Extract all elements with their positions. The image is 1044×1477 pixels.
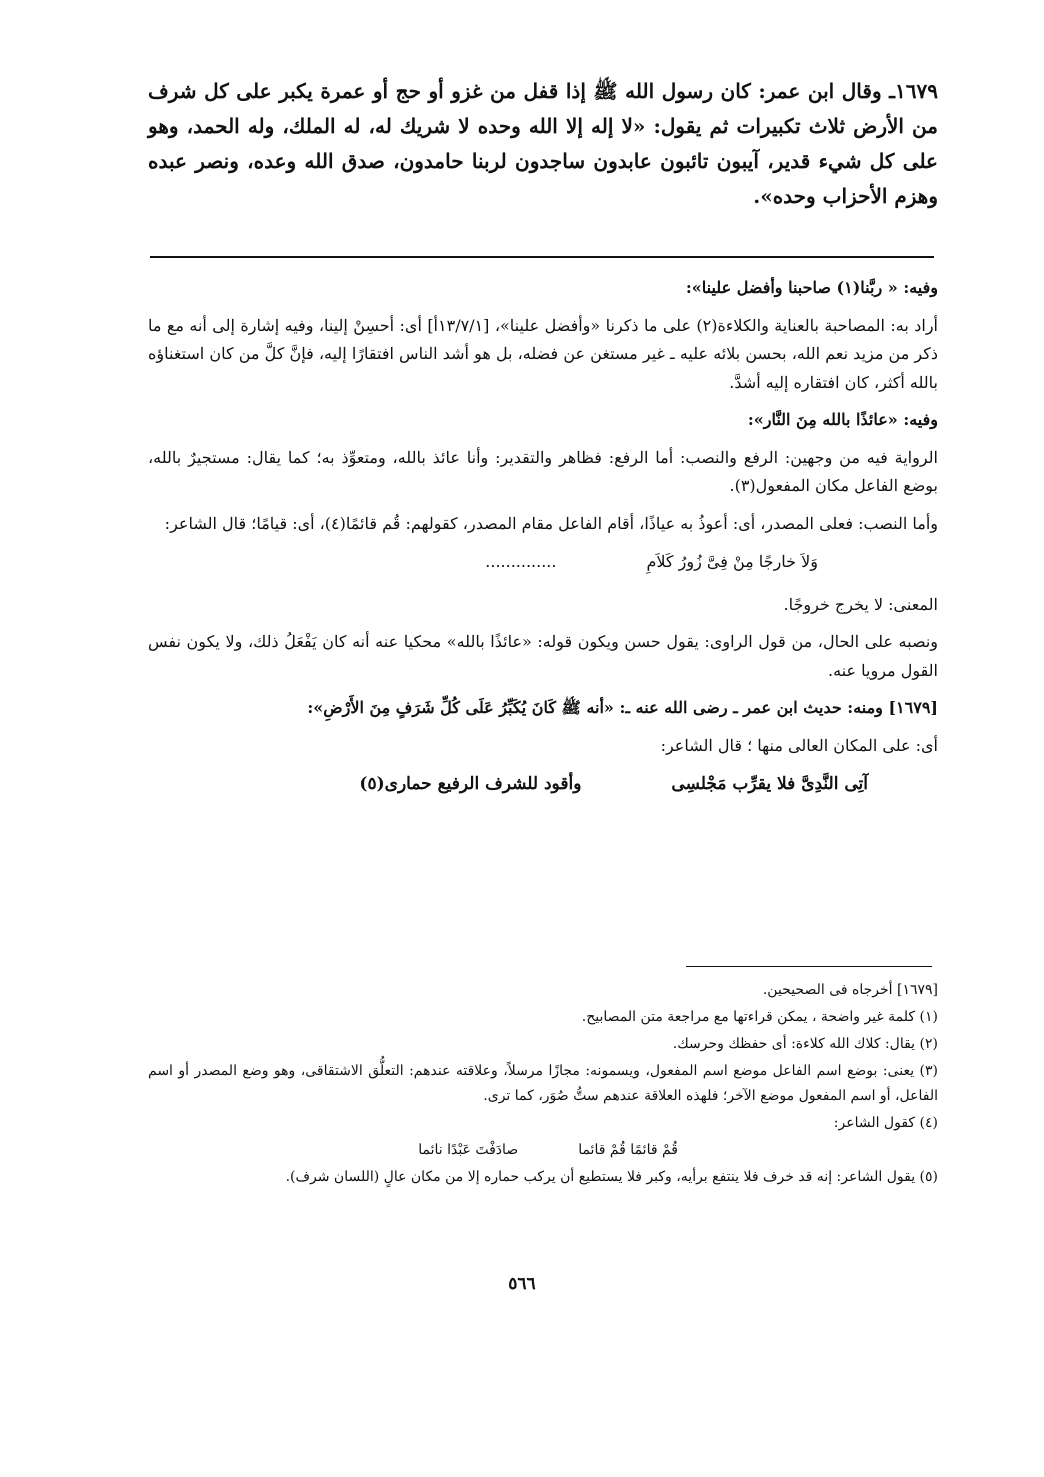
hadith-text-block — [148, 74, 938, 214]
footnotes-block — [148, 978, 938, 1192]
commentary-hadith-reference: [١٦٧٩] ومنه: حديث ابن عمر ـ رضى الله عنه ـ: «أنه ﷺ كَانَ يُكَبِّرُ عَلَى كُلِّ شَرَفٍ مِنَ الأَرْضِ»: — [307, 698, 938, 717]
verse-first-hemistich: آتِى النَّدِىَّ فلا يقرِّب مَجْلسِى — [671, 774, 868, 794]
footnote-4: (٤) كقول الشاعر: — [833, 1115, 938, 1131]
verse-first-hemistich: قُمْ قائمًا قُمْ قائما — [578, 1142, 678, 1158]
hadith-number: ١٦٧٩ـ — [889, 79, 938, 103]
commentary-paragraph: أى: على المكان العالى منها ؛ قال الشاعر: — [660, 735, 938, 755]
commentary-paragraph: أراد به: المصاحبة بالعناية والكلاءة(٢) على ما ذكرنا «وأفضل علينا»، [١٣/٧/١أ] أى: أحسِنْ إلينا، وفيه إشارة إلى أنه مع ما ذكر من مزيد نعم الله، بحسن بلائه عليه ـ غير مستغن عن فضله، بل هو أشد الناس افتقارًا إليه، فإنَّ كلَّ من كان استغناؤه بالله أكثر، كان افتقاره إليه أشدَّ. — [148, 315, 938, 392]
commentary-block — [148, 274, 938, 813]
poetry-verse-1 — [148, 548, 938, 577]
verse-first-hemistich: وَلاَ خارجًا مِنْ فِىَّ زُورُ كَلاَمِ — [646, 552, 818, 571]
commentary-heading-2: وفيه: «عائذًا بالله مِنَ النَّار»: — [747, 410, 938, 429]
poetry-verse-2 — [148, 770, 938, 799]
page-number: ٥٦٦ — [508, 1274, 536, 1294]
commentary-paragraph: الرواية فيه من وجهين: الرفع والنصب: أما الرفع: فظاهر والتقدير: وأنا عائذ بالله، ومتعوِّذ به؛ كما يقال: مستجيرٌ بالله، بوضع الفاعل مكان المفعول(٣). — [148, 447, 939, 495]
hadith-body: وقال ابن عمر: كان رسول الله ﷺ إذا قفل من غزو أو حج أو عمرة يكبر على كل شرف من الأرض ثلاث تكبيرات ثم يقول: «لا إله إلا الله وحده لا شريك له، له الملك، وله الحمد، وهو على كل شيء قدير، آيبون تائبون عابدون ساجدون لربنا حامدون، صدق الله وعده، ونصر عبده وهزم الأحزاب وحده». — [148, 79, 938, 208]
footnote-5: (٥) يقول الشاعر: إنه قد خرف فلا ينتفع برأيه، وكبر فلا يستطيع أن يركب حماره إلا من مكان عالٍ (اللسان شرف). — [285, 1169, 938, 1185]
footnote-3: (٣) يعنى: بوضع اسم الفاعل موضع اسم المفعول، ويسمونه: مجازًا مرسلاً، وعلاقته عندهم: التعلُّق الاشتقاقى، وهو وضع المصدر أو اسم الفاعل، أو اسم المفعول موضع الآخر؛ فلهذه العلاقة عندهم ستُّ صُوَر، كما ترى. — [148, 1063, 938, 1104]
commentary-heading-1: وفيه: « ربَّنا(١) صاحبنا وأفضل علينا»: — [685, 278, 938, 297]
section-divider — [150, 256, 934, 258]
commentary-paragraph: المعنى: لا يخرج خروجًا. — [783, 594, 938, 614]
footnote-divider — [686, 966, 932, 967]
footnote-source: [١٦٧٩] أخرجاه فى الصحيحين. — [762, 982, 938, 998]
footnote-2: (٢) يقال: كلاك الله كلاءة: أى حفظك وحرسك. — [672, 1036, 938, 1052]
verse-second-hemistich: صادَفْتَ عَبْدًا نائما — [418, 1142, 519, 1158]
commentary-paragraph: ونصبه على الحال، من قول الراوى: يقول حسن ويكون قوله: «عائذًا بالله» محكيا عنه أنه كان يَفْعَلُ ذلك، ولا يكون نفس القول مرويا عنه. — [148, 632, 938, 680]
verse-second-hemistich: وأقود للشرف الرفيع حمارى(٥) — [359, 774, 582, 794]
footnote-1: (١) كلمة غير واضحة ، يمكن قراءتها مع مراجعة متن المصابيح. — [581, 1009, 938, 1025]
footnote-4-verse — [148, 1138, 938, 1163]
verse-second-hemistich: .............. — [485, 552, 557, 571]
commentary-paragraph: وأما النصب: فعلى المصدر، أى: أعوذُ به عياذًا، أقام الفاعل مقام المصدر، كقولهم: قُم قائمًا(٤)، أى: قيامًا؛ قال الشاعر: — [164, 513, 938, 533]
